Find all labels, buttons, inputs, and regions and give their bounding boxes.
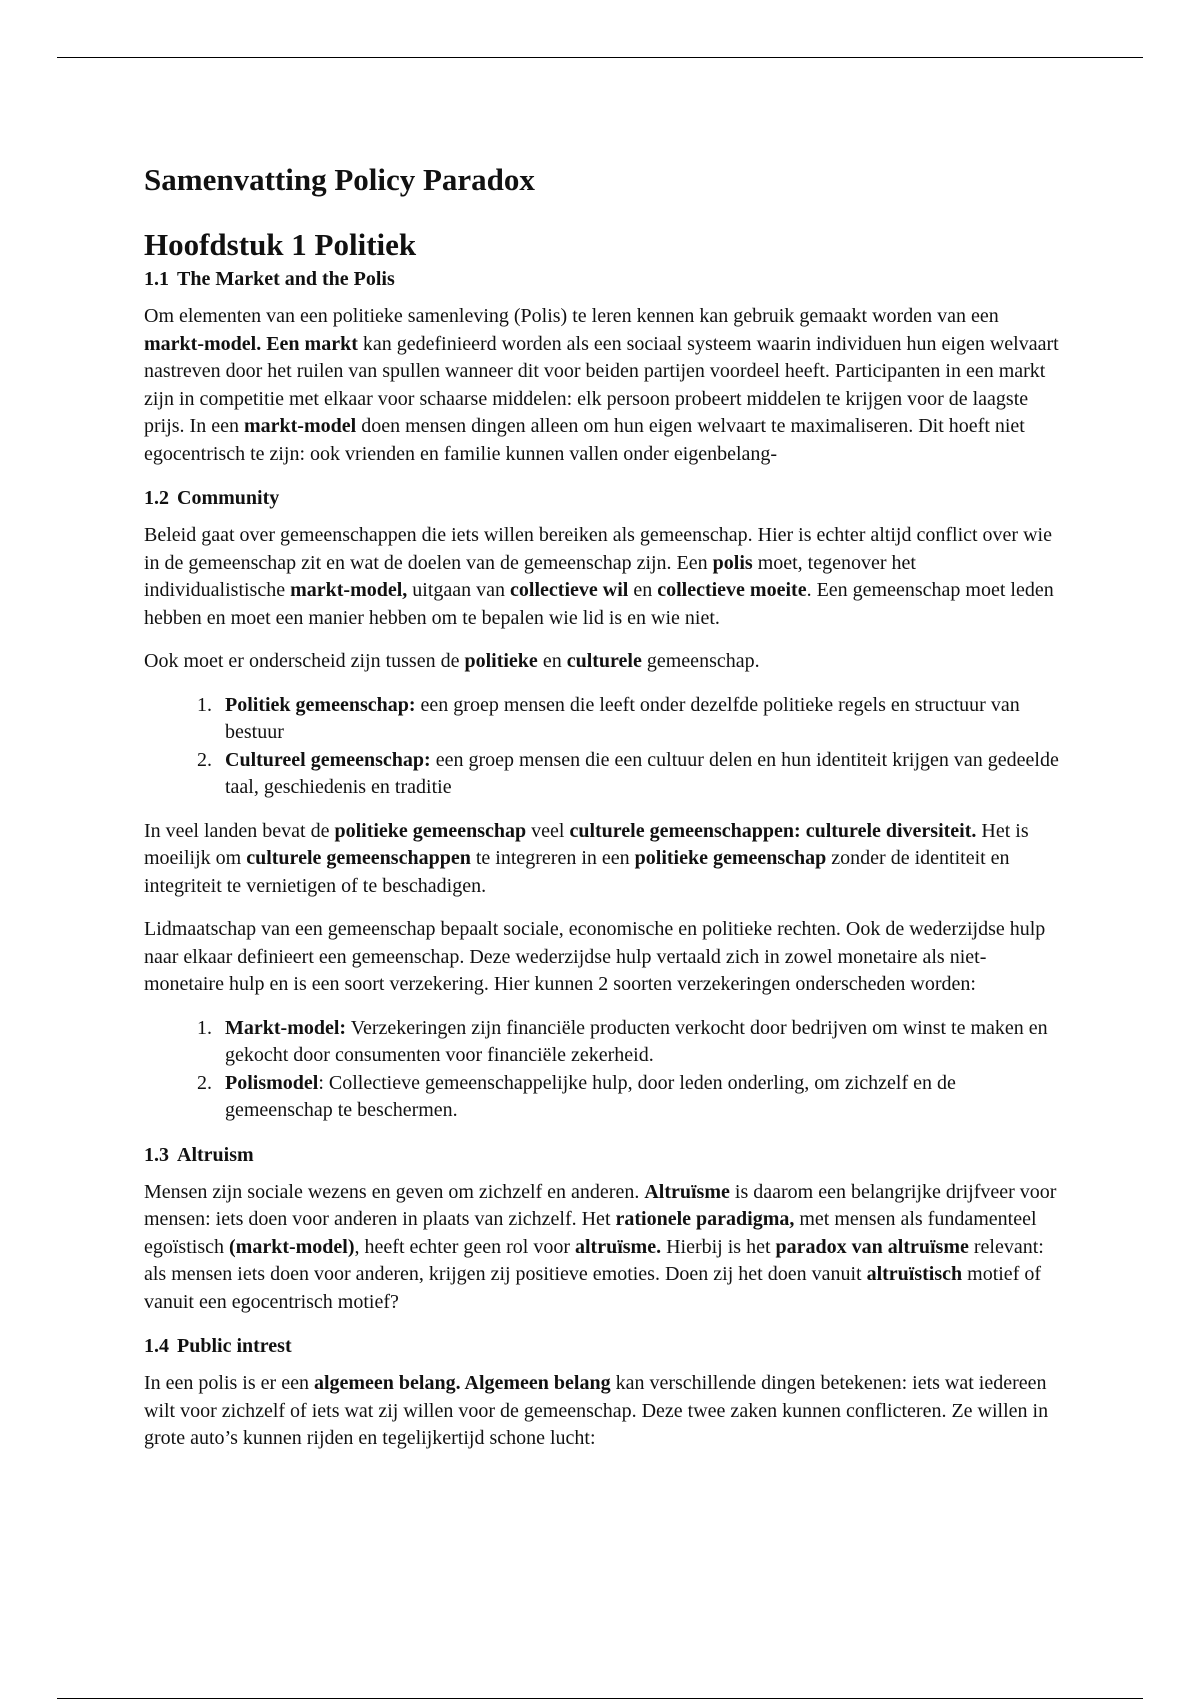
document-title: Samenvatting Policy Paradox <box>144 162 535 197</box>
insurance-types-list <box>144 1015 1059 1125</box>
footer-rule <box>57 1698 1143 1699</box>
section-title: Community <box>177 487 280 510</box>
section-title: The Market and the Polis <box>177 268 395 291</box>
paragraph-cultural-diversity: In veel landen bevat de politieke gemeenschap veel culturele gemeenschappen: culturele diversiteit. Het is moeilijk om culturele gemeenschappen te integreren in een politieke gemeenschap zonder de identiteit en integriteit te vernietigen of te beschadigen. <box>144 819 1029 897</box>
document-page <box>144 160 1059 1469</box>
header-rule <box>57 57 1143 58</box>
paragraph-altruism: Mensen zijn sociale wezens en geven om zichzelf en anderen. Altruïsme is daarom een belangrijke drijfveer voor mensen: iets doen voor anderen in plaats van zichzelf. Het rationele paradigma, met mensen als fundamenteel egoïstisch (markt-model), heeft echter geen rol voor altruïsme. Hierbij is het paradox van altruïsme relevant: als mensen iets doen voor anderen, krijgen zij positieve emoties. Doen zij het doen vanuit altruïstisch motief of vanuit een egocentrisch motief? <box>144 1180 1057 1313</box>
list-item: 1. Politiek gemeenschap: een groep mensen die leeft onder dezelfde politieke regels en structuur van bestuur <box>217 692 1059 747</box>
paragraph-membership: Lidmaatschap van een gemeenschap bepaalt sociale, economische en politieke rechten. Ook de wederzijdse hulp naar elkaar definieert een gemeenschap. Deze wederzijdse hulp vertaald zich in zowel monetaire als niet-monetaire hulp en is een soort verzekering. Hier kunnen 2 soorten verzekeringen onderscheden worden: <box>144 918 1046 996</box>
paragraph-market-model: Om elementen van een politieke samenleving (Polis) te leren kennen kan gebruik gemaakt worden van een markt-model. Een markt kan gedefinieerd worden als een sociaal systeem waarin individuen hun eigen welvaart nastreven door het ruilen van spullen wanneer dit voor beiden partijen voordeel heeft. Participanten in een markt zijn in competitie met elkaar voor schaarse middelen: elk persoon probeert middelen te krijgen voor de laagste prijs. In een markt-model doen mensen dingen alleen om hun eigen welvaart te maximaliseren. Dit hoeft niet egocentrisch te zijn: ook vrienden en familie kunnen vallen onder eigenbelang- <box>144 305 1059 465</box>
section-heading-1-1 <box>144 265 1059 293</box>
section-heading-1-3 <box>144 1141 1059 1169</box>
section-number: 1.2 <box>144 487 169 510</box>
paragraph-public-interest: In een polis is er een algemeen belang. Algemeen belang kan verschillende dingen betekenen: iets wat iedereen wilt voor zichzelf of iets wat zij willen voor de gemeenschap. Deze twee zaken kunnen conflicteren. Ze willen in grote auto’s kunnen rijden en tegelijkertijd schone lucht: <box>144 1372 1049 1450</box>
section-heading-1-4 <box>144 1332 1059 1360</box>
section-heading-1-2 <box>144 484 1059 512</box>
list-item: 2. Polismodel: Collectieve gemeenschappelijke hulp, door leden onderling, om zichzelf en de gemeenschap te beschermen. <box>217 1070 1059 1125</box>
section-title: Altruism <box>177 1143 254 1166</box>
chapter-heading: Hoofdstuk 1 Politiek <box>144 227 417 263</box>
section-number: 1.3 <box>144 1143 169 1166</box>
community-types-list <box>144 692 1059 802</box>
list-item: 2. Cultureel gemeenschap: een groep mensen die een cultuur delen en hun identiteit krijgen van gedeelde taal, geschiedenis en traditie <box>217 747 1059 802</box>
list-item: 1. Markt-model: Verzekeringen zijn financiële producten verkocht door bedrijven om winst te maken en gekocht door consumenten voor financiële zekerheid. <box>217 1015 1059 1070</box>
paragraph-community: Beleid gaat over gemeenschappen die iets willen bereiken als gemeenschap. Hier is echter altijd conflict over wie in de gemeenschap zit en wat de doelen van de gemeenschap zijn. Een polis moet, tegenover het individualistische markt-model, uitgaan van collectieve wil en collectieve moeite. Een gemeenschap moet leden hebben en moet een manier hebben om te bepalen wie lid is en wie niet. <box>144 524 1054 629</box>
section-number: 1.1 <box>144 268 169 291</box>
section-title: Public intrest <box>177 1335 292 1358</box>
section-number: 1.4 <box>144 1335 169 1358</box>
paragraph-distinction: Ook moet er onderscheid zijn tussen de politieke en culturele gemeenschap. <box>144 650 760 673</box>
